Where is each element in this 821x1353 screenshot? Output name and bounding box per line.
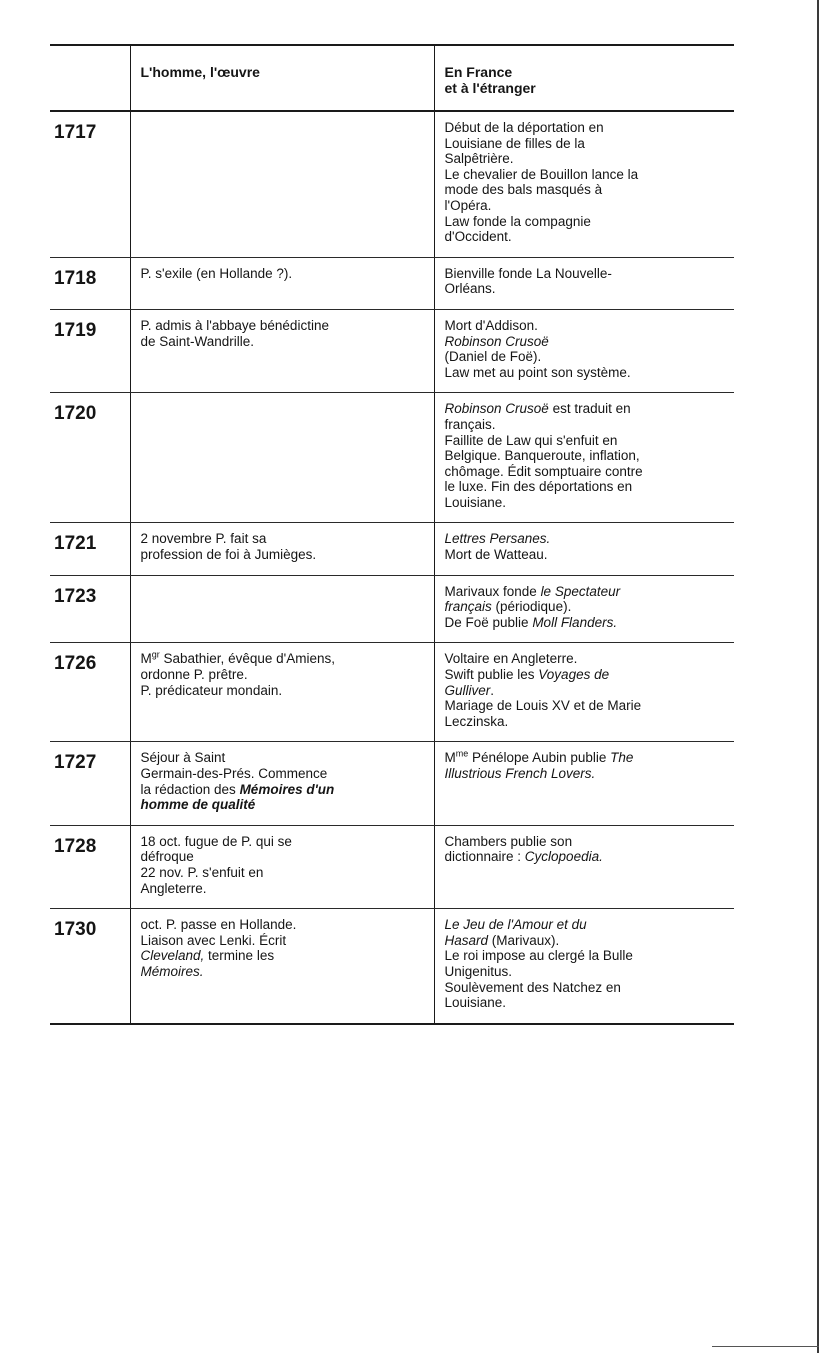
table-row	[50, 575, 734, 643]
world-events-text: Law met au point son système.	[444, 364, 631, 380]
life-work-cell	[130, 309, 434, 392]
life-work-line	[141, 917, 428, 933]
world-events-text: Voltaire en Angleterre.	[444, 651, 578, 667]
header-world-column	[434, 45, 734, 111]
life-work-cell	[130, 742, 434, 825]
world-events-text: Leczinska.	[444, 713, 509, 729]
life-work-line	[141, 547, 428, 563]
world-events-line	[445, 995, 729, 1011]
world-events-line	[445, 448, 729, 464]
life-work-line	[141, 266, 428, 282]
world-events-text: chômage. Édit somptuaire contre	[444, 463, 643, 479]
life-work-text: Sabathier, évêque d'Amiens,	[159, 651, 335, 667]
world-events-cell	[434, 309, 734, 392]
life-work-text: 18 oct. fugue de P. qui se	[140, 833, 292, 849]
year-cell: 1721	[50, 523, 130, 575]
world-events-title-italic: français	[444, 599, 492, 615]
world-events-line	[445, 615, 729, 631]
world-events-text: Louisiane de filles de la	[444, 135, 585, 151]
world-events-line	[445, 151, 729, 167]
world-events-line	[445, 651, 729, 667]
life-work-line	[141, 964, 428, 980]
world-events-text: Mort de Watteau.	[444, 547, 548, 563]
chronology-table	[50, 44, 734, 1025]
world-events-cell	[434, 523, 734, 575]
life-work-text: termine les	[204, 948, 275, 964]
world-events-line	[445, 136, 729, 152]
world-events-text: Orléans.	[444, 281, 496, 297]
year-cell: 1730	[50, 909, 130, 1024]
world-events-line	[445, 349, 729, 365]
world-events-title-italic: Le Jeu de l'Amour et du	[444, 917, 587, 933]
life-work-cell	[130, 111, 434, 257]
world-events-text: Louisiane.	[444, 494, 507, 510]
year-cell: 1727	[50, 742, 130, 825]
life-work-cell	[130, 825, 434, 908]
world-events-text: (Marivaux).	[488, 932, 560, 948]
world-events-title-italic: Hasard	[444, 932, 489, 948]
world-events-line	[445, 599, 729, 615]
world-events-title-italic: Robinson Crusoë	[444, 333, 549, 349]
world-events-line	[445, 318, 729, 334]
life-work-line	[141, 667, 428, 683]
life-work-line	[141, 651, 428, 667]
world-events-line	[445, 198, 729, 214]
world-events-text: Swift publie les	[444, 667, 539, 683]
life-work-line	[141, 782, 428, 798]
world-events-text: .	[490, 682, 495, 698]
world-events-text: Mariage de Louis XV et de Marie	[444, 698, 642, 714]
world-events-text: d'Occident.	[444, 229, 512, 245]
page-edge-rule	[817, 0, 819, 1353]
world-events-line	[445, 980, 729, 996]
table-row	[50, 309, 734, 392]
life-work-text: oct. P. passe en Hollande.	[140, 917, 297, 933]
table-row	[50, 825, 734, 908]
world-events-line	[445, 948, 729, 964]
world-events-text: dictionnaire :	[444, 849, 525, 865]
world-events-cell	[434, 111, 734, 257]
life-work-line	[141, 933, 428, 949]
life-work-cell	[130, 393, 434, 523]
table-row	[50, 257, 734, 309]
world-events-text: Le chevalier de Bouillon lance la	[444, 166, 639, 182]
header-row	[50, 45, 734, 111]
world-events-line	[445, 120, 729, 136]
table-row	[50, 393, 734, 523]
table-body	[50, 111, 734, 1024]
world-events-text: français.	[444, 416, 496, 432]
life-work-text: P. s'exile (en Hollande ?).	[140, 265, 293, 281]
corner-rule	[712, 1346, 819, 1347]
life-work-text: profession de foi à Jumièges.	[140, 547, 317, 563]
table-row	[50, 742, 734, 825]
world-events-text: Pénélope Aubin publie	[468, 750, 611, 766]
life-work-cell	[130, 523, 434, 575]
life-work-line	[141, 318, 428, 334]
world-events-line	[445, 531, 729, 547]
world-events-line	[445, 433, 729, 449]
life-work-text: défroque	[140, 849, 194, 865]
world-events-text: Belgique. Banqueroute, inflation,	[444, 448, 640, 464]
world-events-line	[445, 683, 729, 699]
world-events-text: l'Opéra.	[444, 197, 492, 213]
world-events-text: Louisiane.	[444, 995, 507, 1011]
year-cell: 1718	[50, 257, 130, 309]
world-events-line	[445, 281, 729, 297]
world-events-title-italic: Robinson Crusoë	[444, 401, 549, 417]
world-events-text: le luxe. Fin des déportations en	[444, 479, 633, 495]
life-work-text: P. prédicateur mondain.	[140, 682, 283, 698]
world-events-cell	[434, 742, 734, 825]
world-events-text: (périodique).	[491, 599, 572, 615]
world-events-text: est traduit en	[548, 401, 631, 417]
life-work-line	[141, 750, 428, 766]
world-events-line	[445, 849, 729, 865]
world-events-text: Soulèvement des Natchez en	[444, 979, 621, 995]
world-events-line	[445, 933, 729, 949]
year-cell: 1720	[50, 393, 130, 523]
world-events-text: De Foë publie	[444, 614, 533, 630]
world-events-line	[445, 584, 729, 600]
year-cell: 1726	[50, 643, 130, 742]
life-work-text: 22 nov. P. s'enfuit en	[140, 864, 264, 880]
world-events-line	[445, 766, 729, 782]
world-events-line	[445, 698, 729, 714]
life-work-line	[141, 766, 428, 782]
year-cell: 1728	[50, 825, 130, 908]
world-events-cell	[434, 825, 734, 908]
world-events-title-italic: The	[610, 750, 634, 766]
world-events-line	[445, 479, 729, 495]
world-events-text: Salpêtrière.	[444, 151, 514, 167]
life-work-text: P. admis à l'abbaye bénédictine	[140, 317, 329, 333]
life-work-line	[141, 834, 428, 850]
table-row	[50, 909, 734, 1024]
life-work-line	[141, 797, 428, 813]
world-events-title-italic: le Spectateur	[540, 583, 621, 599]
life-work-superscript: gr	[151, 649, 160, 660]
header-world-label-line2: et à l'étranger	[444, 80, 536, 96]
life-work-cell	[130, 575, 434, 643]
world-events-title-italic: Lettres Persanes.	[444, 531, 551, 547]
year-cell: 1717	[50, 111, 130, 257]
life-work-cell	[130, 257, 434, 309]
world-events-line	[445, 964, 729, 980]
world-events-line	[445, 182, 729, 198]
life-work-text: Angleterre.	[140, 880, 207, 896]
world-events-line	[445, 401, 729, 417]
world-events-title-italic: Moll Flanders.	[532, 614, 618, 630]
life-work-text: Séjour à Saint	[140, 750, 226, 766]
world-events-line	[445, 495, 729, 511]
world-events-text: Bienville fonde La Nouvelle-	[444, 265, 612, 281]
life-work-line	[141, 683, 428, 699]
world-events-line	[445, 464, 729, 480]
life-work-cell	[130, 909, 434, 1024]
world-events-line	[445, 547, 729, 563]
life-work-text: Liaison avec Lenki. Écrit	[140, 932, 287, 948]
life-work-line	[141, 881, 428, 897]
world-events-cell	[434, 909, 734, 1024]
year-cell: 1723	[50, 575, 130, 643]
world-events-line	[445, 229, 729, 245]
table-header	[50, 45, 734, 111]
world-events-line	[445, 834, 729, 850]
world-events-text: M	[444, 750, 456, 766]
world-events-line	[445, 167, 729, 183]
world-events-text: Law fonde la compagnie	[444, 213, 591, 229]
world-events-title-italic: Illustrious French Lovers.	[444, 766, 596, 781]
life-work-title-italic: Cleveland,	[140, 948, 205, 964]
life-work-title-italic: homme de qualité	[140, 797, 256, 813]
world-events-cell	[434, 643, 734, 742]
world-events-line	[445, 714, 729, 730]
life-work-text: Germain-des-Prés. Commence	[140, 766, 328, 781]
life-work-text: la rédaction des	[140, 781, 240, 797]
world-events-text: Chambers publie son	[444, 833, 573, 849]
world-events-text: Marivaux fonde	[444, 583, 541, 599]
world-events-text: Unigenitus.	[444, 963, 513, 979]
life-work-cell	[130, 643, 434, 742]
world-events-title-italic: Voyages de	[538, 667, 610, 683]
world-events-text: Mort d'Addison.	[444, 317, 538, 333]
world-events-line	[445, 750, 729, 766]
life-work-text: M	[140, 651, 152, 667]
world-events-line	[445, 214, 729, 230]
world-events-text: Le roi impose au clergé la Bulle	[444, 948, 633, 964]
table-row	[50, 643, 734, 742]
table-row	[50, 523, 734, 575]
world-events-line	[445, 917, 729, 933]
world-events-text: (Daniel de Foë).	[444, 349, 542, 365]
world-events-superscript: me	[455, 748, 469, 759]
world-events-line	[445, 417, 729, 433]
life-work-text: ordonne P. prêtre.	[140, 667, 248, 683]
life-work-line	[141, 531, 428, 547]
world-events-title-italic: Cyclopoedia.	[524, 849, 603, 865]
world-events-text: Faillite de Law qui s'enfuit en	[444, 432, 618, 448]
world-events-cell	[434, 257, 734, 309]
world-events-text: Début de la déportation en	[444, 120, 604, 135]
header-life-column	[130, 45, 434, 111]
world-events-cell	[434, 393, 734, 523]
year-cell: 1719	[50, 309, 130, 392]
life-work-line	[141, 865, 428, 881]
life-work-line	[141, 849, 428, 865]
world-events-line	[445, 334, 729, 350]
life-work-title-italic: Mémoires d'un	[239, 781, 335, 797]
header-life-label: L'homme, l'œuvre	[140, 64, 260, 80]
world-events-text: mode des bals masqués à	[444, 182, 603, 198]
world-events-line	[445, 667, 729, 683]
world-events-line	[445, 365, 729, 381]
header-world-label-line1: En France	[444, 64, 513, 80]
life-work-line	[141, 334, 428, 350]
world-events-title-italic: Gulliver	[444, 682, 491, 698]
header-year-column	[50, 45, 130, 111]
world-events-line	[445, 266, 729, 282]
life-work-title-italic: Mémoires.	[140, 963, 204, 979]
world-events-cell	[434, 575, 734, 643]
life-work-text: de Saint-Wandrille.	[140, 333, 255, 349]
life-work-line	[141, 948, 428, 964]
life-work-text: 2 novembre P. fait sa	[140, 531, 267, 547]
table-row	[50, 111, 734, 257]
